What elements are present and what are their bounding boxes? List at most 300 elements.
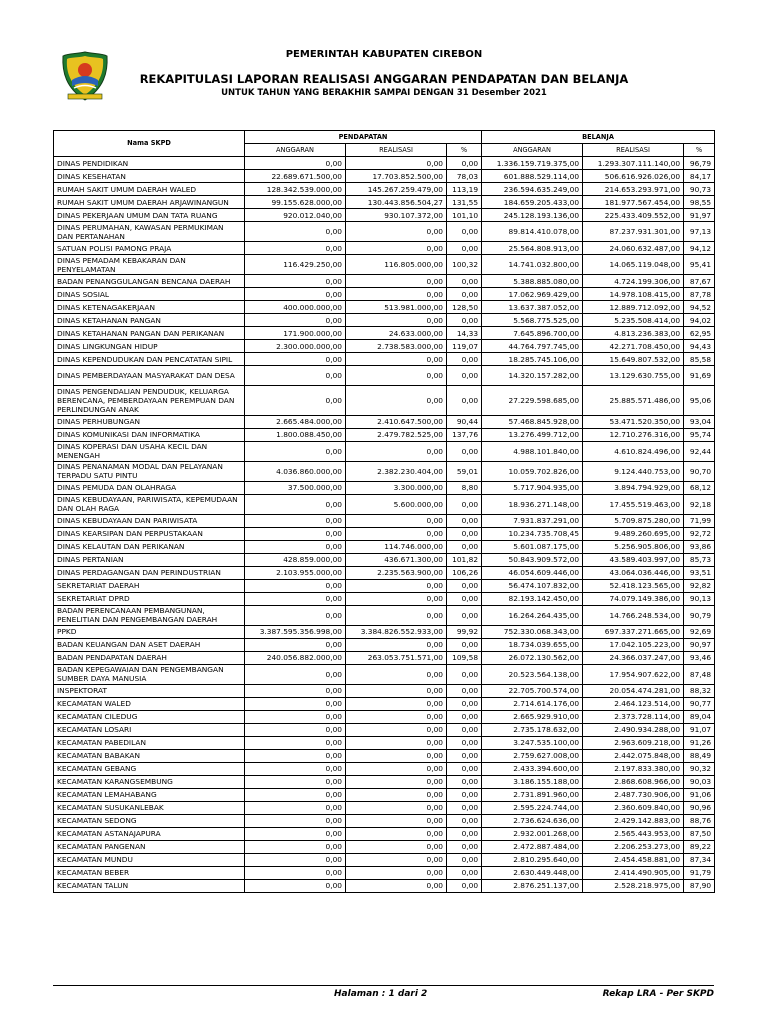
pendapatan-anggaran: 0,00 xyxy=(245,853,346,866)
belanja-realisasi: 12.710.276.316,00 xyxy=(583,428,684,441)
belanja-pct: 90,13 xyxy=(684,592,715,605)
belanja-anggaran: 17.062.969.429,00 xyxy=(482,288,583,301)
belanja-realisasi: 2.490.934.288,00 xyxy=(583,723,684,736)
pendapatan-pct: 100,32 xyxy=(447,255,482,275)
belanja-anggaran: 44.764.797.745,00 xyxy=(482,340,583,353)
belanja-pct: 93,86 xyxy=(684,540,715,553)
belanja-anggaran: 1.336.159.719.375,00 xyxy=(482,157,583,170)
belanja-realisasi: 506.616.926.026,00 xyxy=(583,170,684,183)
table-row xyxy=(54,638,715,651)
skpd-name: BADAN KEPEGAWAIAN DAN PENGEMBANGAN SUMBER DAYA MANUSIA xyxy=(54,664,245,684)
belanja-realisasi: 14.978.108.415,00 xyxy=(583,288,684,301)
belanja-realisasi: 2.429.142.883,00 xyxy=(583,814,684,827)
table-row xyxy=(54,723,715,736)
pendapatan-realisasi: 3.300.000,00 xyxy=(346,481,447,494)
skpd-name: KECAMATAN ASTANAJAPURA xyxy=(54,827,245,840)
pendapatan-pct: 0,00 xyxy=(447,710,482,723)
belanja-pct: 94,52 xyxy=(684,301,715,314)
table-row xyxy=(54,366,715,386)
pendapatan-pct: 0,00 xyxy=(447,853,482,866)
belanja-realisasi: 2.963.609.218,00 xyxy=(583,736,684,749)
skpd-name: DINAS PENGENDALIAN PENDUDUK, KELUARGA BERENCANA, PEMBERDAYAAN PEREMPUAN DAN PERLINDUNGAN ANAK xyxy=(54,386,245,416)
pendapatan-anggaran: 1.800.088.450,00 xyxy=(245,428,346,441)
pendapatan-pct: 0,00 xyxy=(447,684,482,697)
belanja-anggaran: 5.717.904.935,00 xyxy=(482,481,583,494)
pendapatan-pct: 78,03 xyxy=(447,170,482,183)
col-belanja-realisasi: REALISASI xyxy=(583,144,684,157)
belanja-anggaran: 7.645.896.700,00 xyxy=(482,327,583,340)
pendapatan-realisasi: 263.053.751.571,00 xyxy=(346,651,447,664)
belanja-anggaran: 82.193.142.450,00 xyxy=(482,592,583,605)
belanja-pct: 90,32 xyxy=(684,762,715,775)
table-row xyxy=(54,386,715,416)
belanja-realisasi: 5.256.905.806,00 xyxy=(583,540,684,553)
table-row xyxy=(54,684,715,697)
belanja-realisasi: 2.360.609.840,00 xyxy=(583,801,684,814)
belanja-anggaran: 2.736.624.636,00 xyxy=(482,814,583,827)
belanja-realisasi: 17.954.907.622,00 xyxy=(583,664,684,684)
belanja-pct: 93,51 xyxy=(684,566,715,579)
pendapatan-anggaran: 0,00 xyxy=(245,749,346,762)
group-pendapatan: PENDAPATAN xyxy=(245,131,482,144)
pendapatan-pct: 99,92 xyxy=(447,625,482,638)
pendapatan-realisasi: 0,00 xyxy=(346,664,447,684)
pendapatan-anggaran: 3.387.595.356.998,00 xyxy=(245,625,346,638)
pendapatan-anggaran: 4.036.860.000,00 xyxy=(245,461,346,481)
pendapatan-anggaran: 0,00 xyxy=(245,879,346,892)
belanja-realisasi: 2.373.728.114,00 xyxy=(583,710,684,723)
pendapatan-pct: 101,10 xyxy=(447,209,482,222)
pendapatan-pct: 0,00 xyxy=(447,605,482,625)
government-title: PEMERINTAH KABUPATEN CIREBON xyxy=(285,49,483,60)
pendapatan-realisasi: 0,00 xyxy=(346,866,447,879)
report-title: REKAPITULASI LAPORAN REALISASI ANGGARAN PENDAPATAN DAN BELANJA xyxy=(139,72,629,86)
pendapatan-realisasi: 130.443.856.504,27 xyxy=(346,196,447,209)
belanja-realisasi: 25.885.571.486,00 xyxy=(583,386,684,416)
pendapatan-anggaran: 428.859.000,00 xyxy=(245,553,346,566)
pendapatan-anggaran: 0,00 xyxy=(245,710,346,723)
belanja-pct: 90,97 xyxy=(684,638,715,651)
pendapatan-pct: 0,00 xyxy=(447,827,482,840)
pendapatan-realisasi: 0,00 xyxy=(346,723,447,736)
belanja-anggaran: 2.810.295.640,00 xyxy=(482,853,583,866)
skpd-name: DINAS PERUMAHAN, KAWASAN PERMUKIMAN DAN PERTANAHAN xyxy=(54,222,245,242)
pendapatan-anggaran: 0,00 xyxy=(245,527,346,540)
belanja-realisasi: 13.129.630.755,00 xyxy=(583,366,684,386)
belanja-realisasi: 24.060.632.487,00 xyxy=(583,242,684,255)
belanja-pct: 84,17 xyxy=(684,170,715,183)
pendapatan-pct: 0,00 xyxy=(447,441,482,461)
skpd-name: DINAS PERDAGANGAN DAN PERINDUSTRIAN xyxy=(54,566,245,579)
pendapatan-realisasi: 17.703.852.500,00 xyxy=(346,170,447,183)
belanja-anggaran: 2.714.614.176,00 xyxy=(482,697,583,710)
pendapatan-pct: 0,00 xyxy=(447,527,482,540)
belanja-pct: 94,02 xyxy=(684,314,715,327)
table-row xyxy=(54,553,715,566)
table-row xyxy=(54,827,715,840)
table-row xyxy=(54,775,715,788)
pendapatan-pct: 90,44 xyxy=(447,415,482,428)
skpd-name: DINAS PEKERJAAN UMUM DAN TATA RUANG xyxy=(54,209,245,222)
pendapatan-anggaran: 171.900.000,00 xyxy=(245,327,346,340)
col-belanja-anggaran: ANGGARAN xyxy=(482,144,583,157)
pendapatan-realisasi: 0,00 xyxy=(346,827,447,840)
pendapatan-realisasi: 0,00 xyxy=(346,157,447,170)
belanja-realisasi: 2.454.458.881,00 xyxy=(583,853,684,866)
pendapatan-anggaran: 0,00 xyxy=(245,540,346,553)
pendapatan-realisasi: 0,00 xyxy=(346,275,447,288)
table-row xyxy=(54,275,715,288)
pendapatan-pct: 0,00 xyxy=(447,366,482,386)
belanja-pct: 95,06 xyxy=(684,386,715,416)
belanja-anggaran: 2.735.178.632,00 xyxy=(482,723,583,736)
skpd-name: INSPEKTORAT xyxy=(54,684,245,697)
pendapatan-realisasi: 930.107.372,00 xyxy=(346,209,447,222)
pendapatan-pct: 0,00 xyxy=(447,866,482,879)
pendapatan-anggaran: 0,00 xyxy=(245,353,346,366)
belanja-realisasi: 2.464.123.514,00 xyxy=(583,697,684,710)
pendapatan-anggaran: 0,00 xyxy=(245,697,346,710)
pendapatan-anggaran: 2.103.955.000,00 xyxy=(245,566,346,579)
pendapatan-pct: 0,00 xyxy=(447,840,482,853)
table-row xyxy=(54,255,715,275)
table-row xyxy=(54,788,715,801)
table-row xyxy=(54,514,715,527)
skpd-name: KECAMATAN SEDONG xyxy=(54,814,245,827)
belanja-pct: 87,67 xyxy=(684,275,715,288)
belanja-realisasi: 3.894.794.929,00 xyxy=(583,481,684,494)
belanja-realisasi: 4.813.236.383,00 xyxy=(583,327,684,340)
pendapatan-anggaran: 0,00 xyxy=(245,762,346,775)
pendapatan-pct: 0,00 xyxy=(447,736,482,749)
belanja-pct: 88,49 xyxy=(684,749,715,762)
belanja-realisasi: 12.889.712.092,00 xyxy=(583,301,684,314)
pendapatan-realisasi: 0,00 xyxy=(346,697,447,710)
table-row xyxy=(54,749,715,762)
belanja-realisasi: 74.079.149.386,00 xyxy=(583,592,684,605)
table-row xyxy=(54,415,715,428)
belanja-realisasi: 20.054.474.281,00 xyxy=(583,684,684,697)
belanja-realisasi: 24.366.037.247,00 xyxy=(583,651,684,664)
pendapatan-realisasi: 3.384.826.552.933,00 xyxy=(346,625,447,638)
skpd-name: SEKRETARIAT DAERAH xyxy=(54,579,245,592)
pendapatan-anggaran: 22.689.671.500,00 xyxy=(245,170,346,183)
belanja-anggaran: 18.734.039.655,00 xyxy=(482,638,583,651)
pendapatan-pct: 0,00 xyxy=(447,242,482,255)
belanja-realisasi: 2.565.443.953,00 xyxy=(583,827,684,840)
belanja-anggaran: 752.330.068.343,00 xyxy=(482,625,583,638)
skpd-name: KECAMATAN PABEDILAN xyxy=(54,736,245,749)
belanja-pct: 89,22 xyxy=(684,840,715,853)
pendapatan-pct: 137,76 xyxy=(447,428,482,441)
belanja-anggaran: 22.705.700.574,00 xyxy=(482,684,583,697)
pendapatan-anggaran: 2.665.484.000,00 xyxy=(245,415,346,428)
belanja-anggaran: 26.072.130.562,00 xyxy=(482,651,583,664)
pendapatan-pct: 0,00 xyxy=(447,749,482,762)
pendapatan-realisasi: 0,00 xyxy=(346,879,447,892)
belanja-pct: 87,48 xyxy=(684,664,715,684)
pendapatan-pct: 0,00 xyxy=(447,638,482,651)
pendapatan-pct: 0,00 xyxy=(447,664,482,684)
belanja-realisasi: 4.610.824.496,00 xyxy=(583,441,684,461)
pendapatan-pct: 0,00 xyxy=(447,762,482,775)
pendapatan-pct: 14,33 xyxy=(447,327,482,340)
pendapatan-pct: 0,00 xyxy=(447,386,482,416)
belanja-realisasi: 42.271.708.450,00 xyxy=(583,340,684,353)
pendapatan-realisasi: 0,00 xyxy=(346,684,447,697)
pendapatan-anggaran: 240.056.882.000,00 xyxy=(245,651,346,664)
skpd-name: DINAS KEPENDUDUKAN DAN PENCATATAN SIPIL xyxy=(54,353,245,366)
rekap-table xyxy=(53,130,715,893)
belanja-realisasi: 9.124.440.753,00 xyxy=(583,461,684,481)
skpd-name: BADAN PENANGGULANGAN BENCANA DAERAH xyxy=(54,275,245,288)
belanja-pct: 90,96 xyxy=(684,801,715,814)
pendapatan-realisasi: 2.235.563.900,00 xyxy=(346,566,447,579)
pendapatan-realisasi: 0,00 xyxy=(346,314,447,327)
pendapatan-anggaran: 0,00 xyxy=(245,386,346,416)
skpd-name: DINAS KEARSIPAN DAN PERPUSTAKAAN xyxy=(54,527,245,540)
belanja-pct: 90,77 xyxy=(684,697,715,710)
table-row xyxy=(54,183,715,196)
belanja-pct: 97,13 xyxy=(684,222,715,242)
pendapatan-anggaran: 0,00 xyxy=(245,494,346,514)
belanja-anggaran: 10.234.735.708,45 xyxy=(482,527,583,540)
belanja-pct: 89,04 xyxy=(684,710,715,723)
table-row xyxy=(54,664,715,684)
pendapatan-pct: 0,00 xyxy=(447,723,482,736)
belanja-pct: 91,97 xyxy=(684,209,715,222)
table-row xyxy=(54,288,715,301)
belanja-pct: 91,79 xyxy=(684,866,715,879)
belanja-pct: 92,69 xyxy=(684,625,715,638)
belanja-anggaran: 10.059.702.826,00 xyxy=(482,461,583,481)
belanja-realisasi: 15.649.807.532,00 xyxy=(583,353,684,366)
pendapatan-realisasi: 0,00 xyxy=(346,840,447,853)
table-row xyxy=(54,170,715,183)
belanja-anggaran: 236.594.635.249,00 xyxy=(482,183,583,196)
belanja-anggaran: 601.888.529.114,00 xyxy=(482,170,583,183)
pendapatan-anggaran: 0,00 xyxy=(245,736,346,749)
skpd-name: SATUAN POLISI PAMONG PRAJA xyxy=(54,242,245,255)
belanja-pct: 87,50 xyxy=(684,827,715,840)
pendapatan-realisasi: 2.479.782.525,00 xyxy=(346,428,447,441)
skpd-name: DINAS KESEHATAN xyxy=(54,170,245,183)
belanja-anggaran: 5.601.087.175,00 xyxy=(482,540,583,553)
pendapatan-pct: 128,50 xyxy=(447,301,482,314)
belanja-realisasi: 1.293.307.111.140,00 xyxy=(583,157,684,170)
footer-report-name: Rekap LRA - Per SKPD xyxy=(602,989,714,999)
skpd-name: DINAS LINGKUNGAN HIDUP xyxy=(54,340,245,353)
pendapatan-anggaran: 2.300.000.000,00 xyxy=(245,340,346,353)
belanja-anggaran: 5.568.775.525,00 xyxy=(482,314,583,327)
pendapatan-realisasi: 24.633.000,00 xyxy=(346,327,447,340)
pendapatan-realisasi: 0,00 xyxy=(346,788,447,801)
pendapatan-realisasi: 0,00 xyxy=(346,801,447,814)
table-row xyxy=(54,566,715,579)
table-row xyxy=(54,222,715,242)
belanja-realisasi: 17.455.519.463,00 xyxy=(583,494,684,514)
table-row xyxy=(54,697,715,710)
belanja-realisasi: 2.197.833.380,00 xyxy=(583,762,684,775)
skpd-name: DINAS KELAUTAN DAN PERIKANAN xyxy=(54,540,245,553)
col-nama-skpd: Nama SKPD xyxy=(54,131,245,157)
belanja-pct: 88,76 xyxy=(684,814,715,827)
belanja-anggaran: 2.731.891.960,00 xyxy=(482,788,583,801)
belanja-pct: 85,73 xyxy=(684,553,715,566)
pendapatan-pct: 59,01 xyxy=(447,461,482,481)
pendapatan-pct: 0,00 xyxy=(447,814,482,827)
pendapatan-pct: 0,00 xyxy=(447,540,482,553)
pendapatan-pct: 0,00 xyxy=(447,288,482,301)
belanja-pct: 90,73 xyxy=(684,183,715,196)
belanja-anggaran: 3.186.155.188,00 xyxy=(482,775,583,788)
skpd-name: RUMAH SAKIT UMUM DAERAH WALED xyxy=(54,183,245,196)
skpd-name: KECAMATAN WALED xyxy=(54,697,245,710)
skpd-name: BADAN PERENCANAAN PEMBANGUNAN, PENELITIAN DAN PENGEMBANGAN DAERAH xyxy=(54,605,245,625)
skpd-name: KECAMATAN BABAKAN xyxy=(54,749,245,762)
belanja-anggaran: 2.932.001.268,00 xyxy=(482,827,583,840)
belanja-pct: 71,99 xyxy=(684,514,715,527)
pendapatan-anggaran: 0,00 xyxy=(245,314,346,327)
col-pendapatan-anggaran: ANGGARAN xyxy=(245,144,346,157)
skpd-name: DINAS PENDIDIKAN xyxy=(54,157,245,170)
belanja-anggaran: 13.637.387.052,00 xyxy=(482,301,583,314)
belanja-pct: 96,79 xyxy=(684,157,715,170)
belanja-pct: 92,18 xyxy=(684,494,715,514)
belanja-realisasi: 4.724.199.306,00 xyxy=(583,275,684,288)
pendapatan-anggaran: 0,00 xyxy=(245,827,346,840)
belanja-pct: 91,07 xyxy=(684,723,715,736)
table-row xyxy=(54,314,715,327)
belanja-anggaran: 16.264.264.435,00 xyxy=(482,605,583,625)
table-row xyxy=(54,242,715,255)
belanja-realisasi: 53.471.520.350,00 xyxy=(583,415,684,428)
skpd-name: DINAS PEMADAM KEBAKARAN DAN PENYELAMATAN xyxy=(54,255,245,275)
pendapatan-anggaran: 0,00 xyxy=(245,592,346,605)
pendapatan-pct: 8,80 xyxy=(447,481,482,494)
pendapatan-pct: 0,00 xyxy=(447,788,482,801)
belanja-realisasi: 2.487.730.906,00 xyxy=(583,788,684,801)
pendapatan-pct: 131,55 xyxy=(447,196,482,209)
pendapatan-pct: 0,00 xyxy=(447,801,482,814)
belanja-pct: 90,03 xyxy=(684,775,715,788)
pendapatan-anggaran: 0,00 xyxy=(245,664,346,684)
pendapatan-realisasi: 0,00 xyxy=(346,514,447,527)
table-row xyxy=(54,814,715,827)
pendapatan-anggaran: 99.155.628.000,00 xyxy=(245,196,346,209)
pendapatan-anggaran: 0,00 xyxy=(245,242,346,255)
pendapatan-realisasi: 0,00 xyxy=(346,386,447,416)
table-row xyxy=(54,762,715,775)
belanja-pct: 95,41 xyxy=(684,255,715,275)
belanja-pct: 95,74 xyxy=(684,428,715,441)
pendapatan-realisasi: 145.267.259.479,00 xyxy=(346,183,447,196)
belanja-realisasi: 225.433.409.552,00 xyxy=(583,209,684,222)
pendapatan-pct: 113,19 xyxy=(447,183,482,196)
belanja-realisasi: 181.977.567.454,00 xyxy=(583,196,684,209)
belanja-anggaran: 18.285.745.106,00 xyxy=(482,353,583,366)
belanja-pct: 92,72 xyxy=(684,527,715,540)
belanja-anggaran: 46.054.609.446,00 xyxy=(482,566,583,579)
belanja-realisasi: 52.418.123.565,00 xyxy=(583,579,684,592)
page-indicator: Halaman : 1 dari 2 xyxy=(334,989,428,999)
skpd-name: DINAS PERHUBUNGAN xyxy=(54,415,245,428)
belanja-pct: 92,44 xyxy=(684,441,715,461)
table-row xyxy=(54,209,715,222)
skpd-name: DINAS KETENAGAKERJAAN xyxy=(54,301,245,314)
belanja-realisasi: 14.065.119.048,00 xyxy=(583,255,684,275)
belanja-anggaran: 4.988.101.840,00 xyxy=(482,441,583,461)
belanja-pct: 98,55 xyxy=(684,196,715,209)
belanja-realisasi: 17.042.105.223,00 xyxy=(583,638,684,651)
pendapatan-anggaran: 0,00 xyxy=(245,514,346,527)
skpd-name: KECAMATAN BEBER xyxy=(54,866,245,879)
table-row xyxy=(54,710,715,723)
table-row xyxy=(54,340,715,353)
table-row xyxy=(54,301,715,314)
skpd-name: DINAS PEMBERDAYAAN MASYARAKAT DAN DESA xyxy=(54,366,245,386)
belanja-realisasi: 214.653.293.971,00 xyxy=(583,183,684,196)
belanja-anggaran: 56.474.107.832,00 xyxy=(482,579,583,592)
belanja-realisasi: 2.206.253.273,00 xyxy=(583,840,684,853)
skpd-name: DINAS PENANAMAN MODAL DAN PELAYANAN TERPADU SATU PINTU xyxy=(54,461,245,481)
pendapatan-pct: 0,00 xyxy=(447,514,482,527)
skpd-name: DINAS KETAHANAN PANGAN xyxy=(54,314,245,327)
skpd-name: DINAS PERTANIAN xyxy=(54,553,245,566)
table-row xyxy=(54,579,715,592)
pendapatan-pct: 119,07 xyxy=(447,340,482,353)
belanja-pct: 87,90 xyxy=(684,879,715,892)
belanja-anggaran: 184.659.205.433,00 xyxy=(482,196,583,209)
belanja-pct: 94,12 xyxy=(684,242,715,255)
belanja-realisasi: 2.414.490.905,00 xyxy=(583,866,684,879)
belanja-pct: 91,06 xyxy=(684,788,715,801)
belanja-anggaran: 2.759.627.008,00 xyxy=(482,749,583,762)
table-row xyxy=(54,801,715,814)
pendapatan-realisasi: 0,00 xyxy=(346,814,447,827)
belanja-realisasi: 5.709.875.280,00 xyxy=(583,514,684,527)
belanja-anggaran: 2.876.251.137,00 xyxy=(482,879,583,892)
belanja-anggaran: 3.247.535.100,00 xyxy=(482,736,583,749)
pendapatan-realisasi: 0,00 xyxy=(346,749,447,762)
table-row xyxy=(54,651,715,664)
belanja-anggaran: 7.931.837.291,00 xyxy=(482,514,583,527)
table-row xyxy=(54,527,715,540)
pendapatan-anggaran: 0,00 xyxy=(245,866,346,879)
belanja-pct: 62,95 xyxy=(684,327,715,340)
pendapatan-realisasi: 0,00 xyxy=(346,242,447,255)
pendapatan-anggaran: 0,00 xyxy=(245,222,346,242)
pendapatan-anggaran: 0,00 xyxy=(245,157,346,170)
pendapatan-pct: 0,00 xyxy=(447,494,482,514)
pendapatan-anggaran: 0,00 xyxy=(245,605,346,625)
table-row xyxy=(54,592,715,605)
belanja-anggaran: 245.128.193.136,00 xyxy=(482,209,583,222)
pendapatan-anggaran: 0,00 xyxy=(245,684,346,697)
skpd-name: KECAMATAN KARANGSEMBUNG xyxy=(54,775,245,788)
belanja-anggaran: 5.388.885.080,00 xyxy=(482,275,583,288)
skpd-name: BADAN KEUANGAN DAN ASET DAERAH xyxy=(54,638,245,651)
pendapatan-anggaran: 0,00 xyxy=(245,275,346,288)
pendapatan-realisasi: 116.805.000,00 xyxy=(346,255,447,275)
belanja-anggaran: 14.320.157.282,00 xyxy=(482,366,583,386)
pendapatan-realisasi: 114.746.000,00 xyxy=(346,540,447,553)
belanja-realisasi: 43.064.036.446,00 xyxy=(583,566,684,579)
skpd-name: BADAN PENDAPATAN DAERAH xyxy=(54,651,245,664)
belanja-pct: 93,46 xyxy=(684,651,715,664)
pendapatan-realisasi: 0,00 xyxy=(346,579,447,592)
pendapatan-realisasi: 2.382.230.404,00 xyxy=(346,461,447,481)
